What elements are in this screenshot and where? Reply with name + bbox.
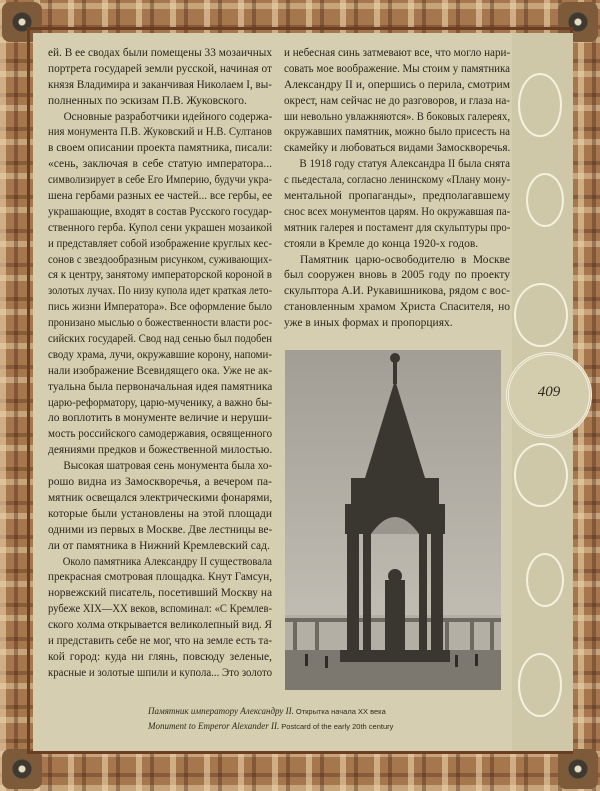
text-line: становленным храмом Христа Спасителя, но [284, 301, 510, 314]
flourish-ornament [514, 443, 568, 507]
text-line: ского холма открывается великолепный вид. Я [48, 619, 273, 632]
text-line: сонов с звездообразным рисунком, суживающих- [48, 253, 272, 266]
text-line: в своем описании проекта памятника, писали: [48, 142, 273, 155]
text-line: скульптора А.И. Рукавишникова, рядом с вос- [284, 285, 510, 298]
text-column-left [48, 46, 272, 682]
caption-en-detail: Postcard of the early 20th century [281, 722, 394, 731]
text-line: Памятник царю-освободителю в Москве [300, 253, 510, 266]
text-line: нали изображение Всевидящего ока. Уже не ак- [48, 364, 272, 377]
text-line: Александру II и, опершись о перила, смотрим [284, 78, 510, 91]
flourish-ornament [514, 283, 568, 347]
text-line: Основные разработчики идейного содержа- [63, 110, 273, 123]
text-line: окрест, нам сейчас не до разговоров, и глаза на- [284, 94, 510, 107]
flourish-ornament [518, 653, 562, 717]
text-line: одними из первых в Москве. Две лестницы ве- [48, 523, 273, 536]
text-column-right [284, 46, 510, 332]
text-line: украшающие, входят в состав Русского государ- [48, 205, 273, 218]
text-line: «сень, заключая в себе статую императора... [48, 158, 272, 171]
flourish-ornament [518, 73, 562, 137]
caption-en-title: Monument to Emperor Alexander II. [148, 721, 280, 731]
text-line: ственного герба. Купол сени украшен мозаикой [48, 221, 273, 234]
text-line: окружавших памятник, можно было присесть на [284, 126, 510, 139]
text-line: норвежский писатель, посетивший Москву на [48, 587, 272, 600]
text-line: ния монумента П.В. Жуковский и Н.В. Султанов [48, 126, 272, 139]
text-line: красные и золотые шпили и купола... Это золото [48, 666, 272, 679]
text-line: ши невольно увлажняются». В боковых галереях, [284, 110, 510, 123]
text-line: стояли в Кремле до конца 1920-х годов. [284, 237, 479, 250]
text-line: рубеже XIX—XX веков, вспоминал: «С Кремлев- [48, 603, 272, 616]
text-line: мятник галерея и постамент для скульптуры про- [284, 221, 511, 234]
text-line: уже в иных формах и пропорциях. [284, 317, 453, 330]
text-line: портрета государей земли русской, начиная от [48, 62, 272, 75]
page-number: 409 [537, 384, 561, 400]
text-line: сийских государей. Свод над сенью был подобен [48, 333, 272, 346]
text-line: полненных по эскизам П.В. Жуковского. [48, 94, 247, 107]
text-line: ли от памятника в Нижний Кремлевский сад. [48, 539, 270, 552]
flourish-ornament [526, 553, 564, 607]
text-line: пронизано мыслью о божественности власти рос- [48, 317, 273, 330]
text-line: Высокая шатровая сень монумента была хо- [63, 460, 273, 473]
text-line: пись жизни Императора». Все оформление было [48, 301, 272, 314]
text-line: В 1918 году статуя Александра II была снята [299, 158, 510, 171]
monument-photo [285, 350, 501, 690]
caption-ru-detail: Открытка начала XX века [295, 707, 386, 716]
flourish-ornament [526, 173, 564, 227]
text-line: мость российского самодержавия, освященного [48, 428, 273, 441]
text-line: и небесная синь затмевают все, что могло нари- [284, 47, 511, 59]
text-line: и представляет собой изображение круглых кес- [48, 237, 272, 250]
text-line: снос всех монументов царям. Но окружавшая па- [284, 205, 511, 218]
text-line: символизирует в себе Его Империю, будучи укра- [48, 174, 272, 187]
text-line: царю-реформатору, царю-мученику, а важно бы- [48, 396, 272, 409]
text-line: ментальной пропаганды», предполагавшему [284, 190, 510, 203]
text-line: шена гербами разных ее частей... все гербы, ее [48, 190, 273, 203]
text-line: прекрасная смотровая площадка. Кнут Гамсун, [48, 571, 272, 584]
caption-ru-title: Памятник императору Александру II. [148, 706, 294, 716]
text-line: Около памятника Александру II существовала [62, 555, 273, 568]
text-line: скамейку и любоваться видами Замоскворечья. [284, 142, 511, 155]
text-line: которые были установлены на этой площади [48, 507, 272, 520]
text-line: ей. В ее сводах были помещены 33 мозаичных [48, 47, 272, 59]
text-line: ся к центру, занятому императорской короной в [48, 269, 272, 282]
text-line: был сооружен вновь в 2005 году по проекту [284, 269, 510, 282]
text-line: и представить себе не мог, что на земле есть та- [48, 634, 272, 647]
text-line: туальна была первоначальная идея памятника [48, 380, 273, 393]
caption-russian [148, 706, 488, 716]
caption-english [148, 721, 488, 731]
text-line: с пьедестала, согласно ленинскому «Плану мону- [284, 174, 510, 187]
corner-ornament [558, 749, 598, 789]
text-line: деяниями предков и божественной милостью. [48, 444, 273, 457]
corner-ornament [2, 749, 42, 789]
text-line: золотых лучах. По низу купола идет краткая лето- [48, 285, 272, 298]
text-line: мятник освещался электрическими фонарями, [48, 491, 273, 504]
text-line: князя Владимира и заканчивая Николаем I, вы- [48, 78, 272, 91]
text-line: ло воплотить в монументе величие и неруши- [48, 412, 272, 425]
text-line: своду храма, лучи, окружавшие корону, напоми- [48, 348, 272, 361]
text-line: совать мое воображение. Мы стоим у памятника [284, 62, 511, 75]
text-line: кой город: куда ни глянь, повсюду зеленые, [48, 650, 272, 663]
text-line: рошо видна из Замоскворечья, а вечером па- [48, 476, 272, 489]
